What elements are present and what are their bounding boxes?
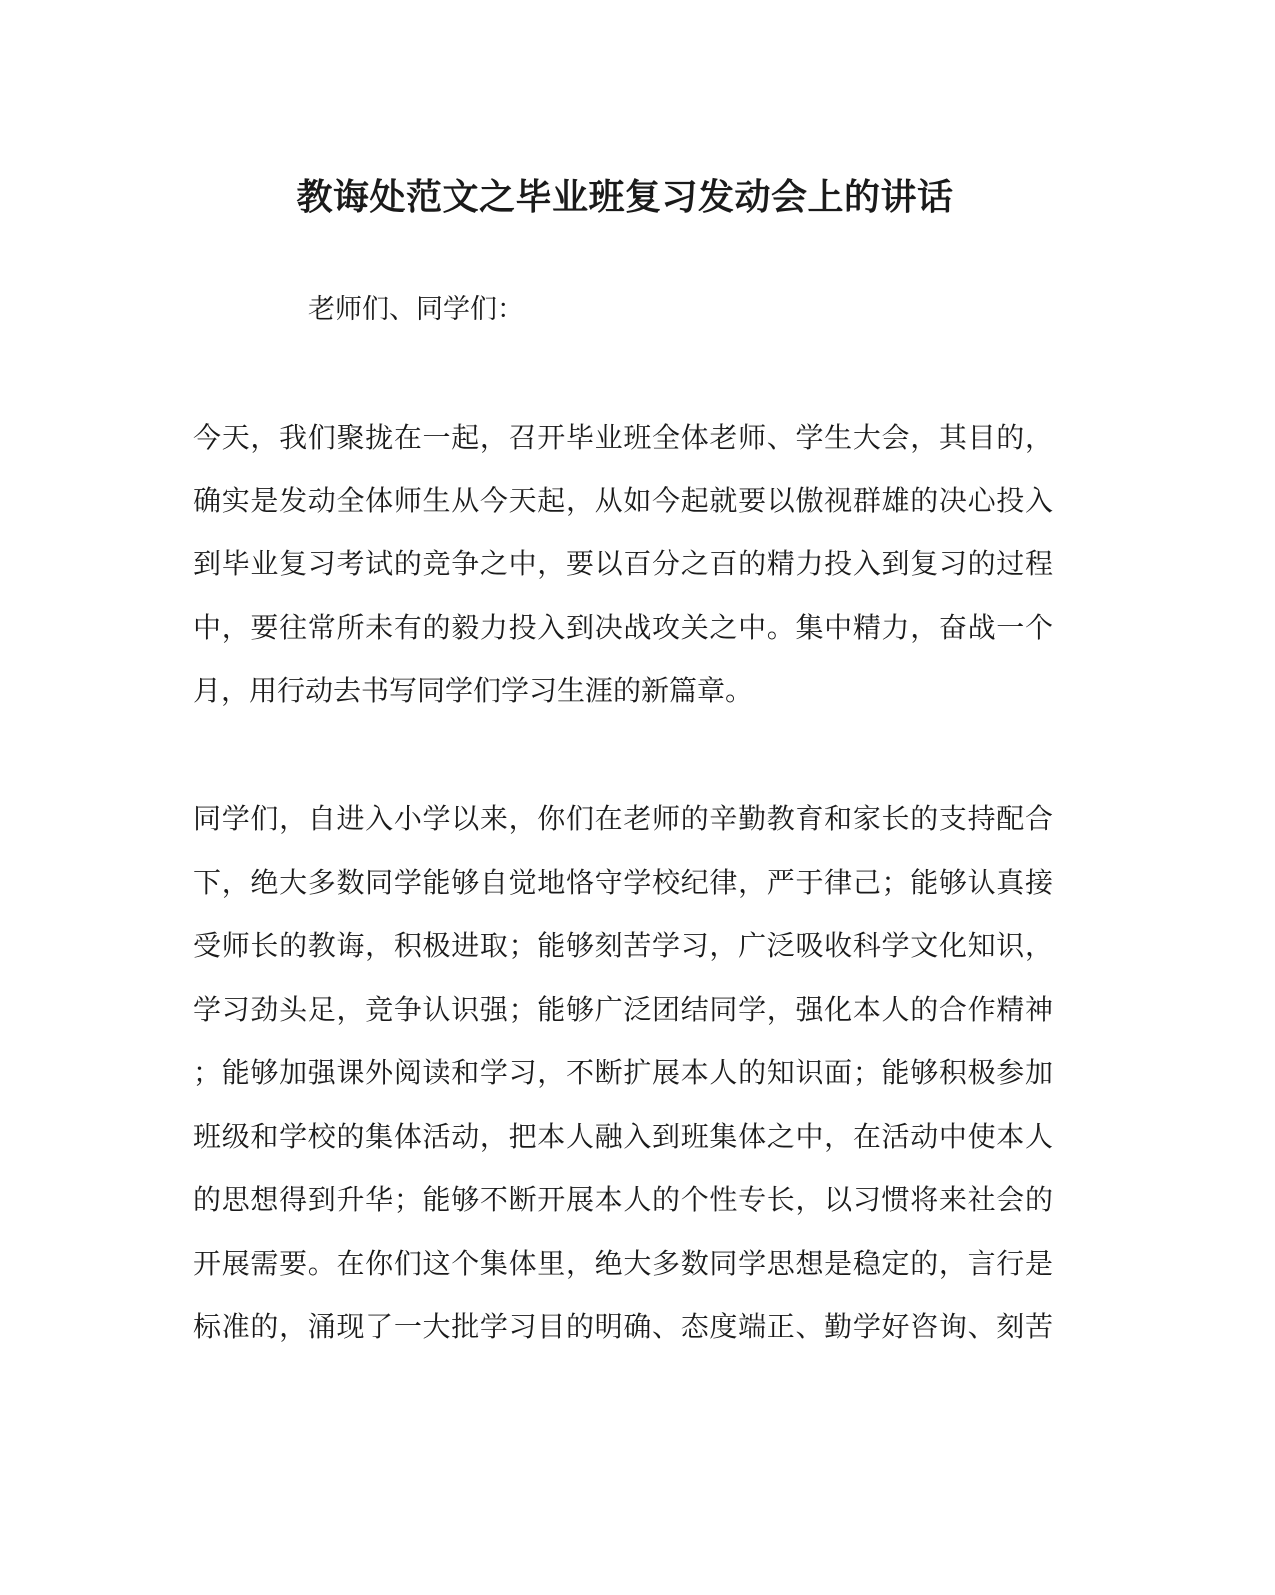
paragraph-2-line: 受师长的教诲，积极进取；能够刻苦学习，广泛吸收科学文化知识， — [193, 929, 1053, 962]
paragraph-1-line: 今天，我们聚拢在一起，召开毕业班全体老师、学生大会，其目的， — [193, 421, 1053, 454]
paragraph-2-line: ；能够加强课外阅读和学习，不断扩展本人的知识面；能够积极参加 — [193, 1056, 1053, 1089]
document-title: 教诲处范文之毕业班复习发动会上的讲话 — [296, 176, 954, 218]
paragraph-1-line: 月，用行动去书写同学们学习生涯的新篇章。 — [193, 674, 754, 707]
paragraph-2-line: 标准的，涌现了一大批学习目的明确、态度端正、勤学好咨询、刻苦 — [193, 1310, 1053, 1343]
paragraph-2-line: 的思想得到升华；能够不断开展本人的个性专长，以习惯将来社会的 — [193, 1183, 1053, 1216]
paragraph-2-line: 开展需要。在你们这个集体里，绝大多数同学思想是稳定的，言行是 — [193, 1247, 1053, 1280]
paragraph-1-line: 确实是发动全体师生从今天起，从如今起就要以傲视群雄的决心投入 — [193, 484, 1053, 517]
greeting-line: 老师们、同学们： — [308, 294, 524, 325]
paragraph-1-line: 到毕业复习考试的竞争之中，要以百分之百的精力投入到复习的过程 — [193, 547, 1053, 580]
paragraph-2-line: 同学们，自进入小学以来，你们在老师的辛勤教育和家长的支持配合 — [193, 802, 1053, 835]
paragraph-2-line: 学习劲头足，竞争认识强；能够广泛团结同学，强化本人的合作精神 — [193, 993, 1053, 1026]
paragraph-1-line: 中，要往常所未有的毅力投入到决战攻关之中。集中精力，奋战一个 — [193, 611, 1053, 644]
paragraph-2-line: 班级和学校的集体活动，把本人融入到班集体之中，在活动中使本人 — [193, 1120, 1053, 1153]
paragraph-2-line: 下，绝大多数同学能够自觉地恪守学校纪律，严于律己；能够认真接 — [193, 866, 1053, 899]
